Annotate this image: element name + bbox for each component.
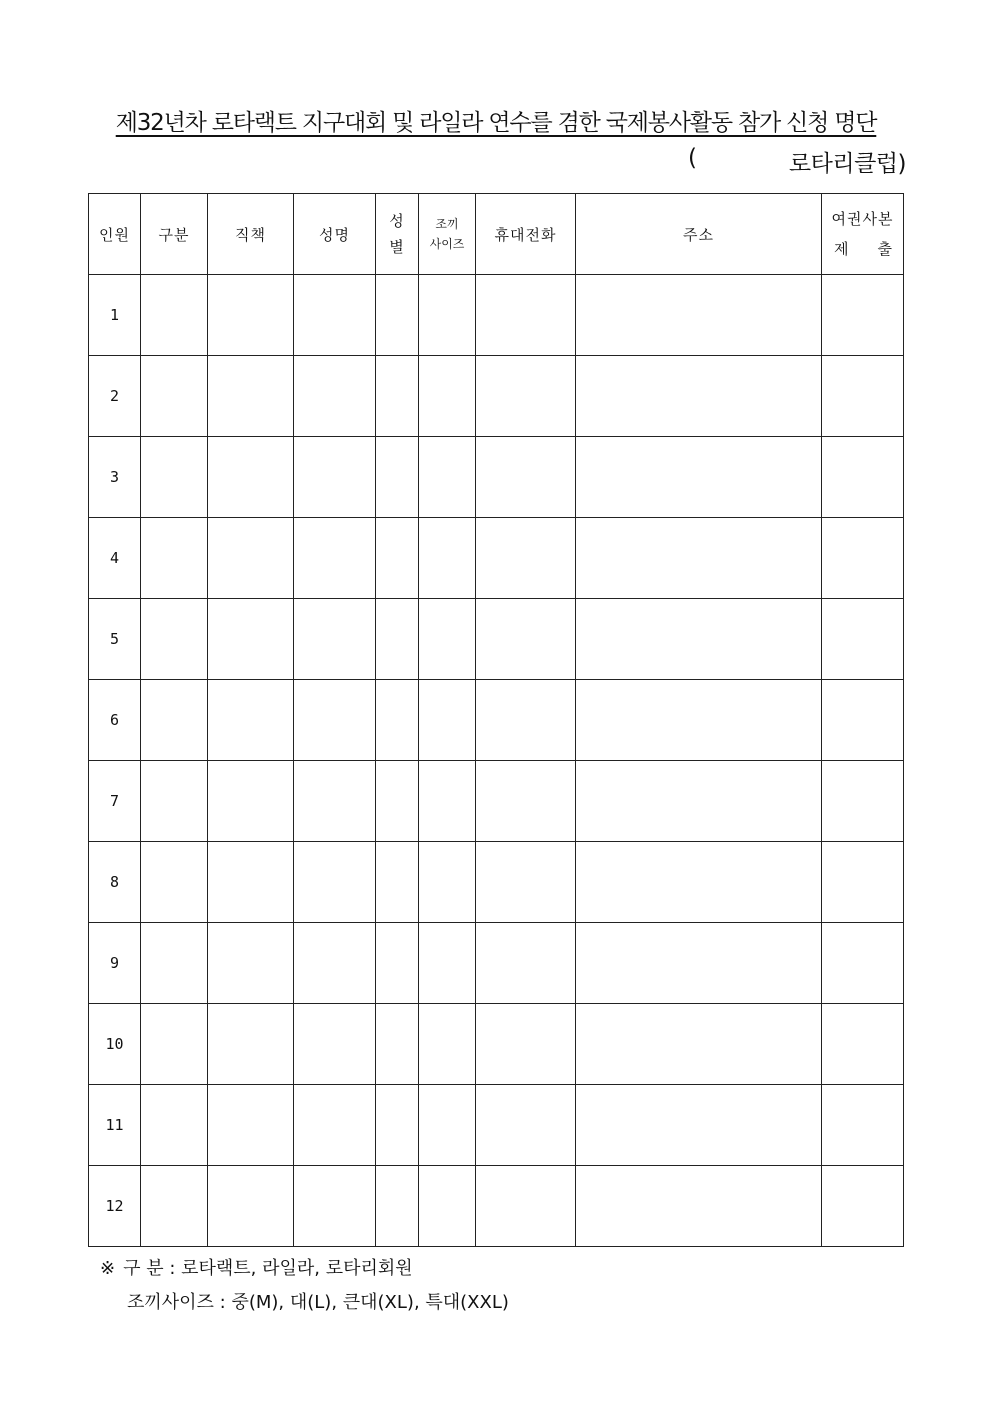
category-cell[interactable] [141,275,208,356]
table-row [89,923,904,1004]
position-cell[interactable] [208,599,294,680]
address-cell[interactable] [576,599,822,680]
category-cell[interactable] [141,1085,208,1166]
table-row [89,437,904,518]
sex-cell[interactable] [376,680,419,761]
vest-size-cell[interactable] [419,761,476,842]
header-member: 인원 [89,194,141,275]
row-number: 3 [89,437,141,518]
table-row [89,518,904,599]
table-row [89,599,904,680]
phone-cell[interactable] [476,1004,576,1085]
passport-cell[interactable] [822,680,904,761]
row-number: 9 [89,923,141,1004]
vest-size-cell[interactable] [419,518,476,599]
category-cell[interactable] [141,1004,208,1085]
passport-cell[interactable] [822,923,904,1004]
address-cell[interactable] [576,923,822,1004]
header-position: 직책 [208,194,294,275]
vest-size-cell[interactable] [419,680,476,761]
name-cell[interactable] [294,680,376,761]
name-cell[interactable] [294,599,376,680]
address-cell[interactable] [576,518,822,599]
row-number: 11 [89,1085,141,1166]
table-body [89,275,904,1247]
table-row [89,1085,904,1166]
position-cell[interactable] [208,1004,294,1085]
participant-table [88,193,904,1247]
address-cell[interactable] [576,1166,822,1247]
name-cell[interactable] [294,275,376,356]
sex-cell[interactable] [376,275,419,356]
row-number: 8 [89,842,141,923]
header-passport-line2a: 제 [834,240,850,258]
address-cell[interactable] [576,1085,822,1166]
club-label: 로타리클럽) [788,151,906,177]
name-cell[interactable] [294,1166,376,1247]
phone-cell[interactable] [476,275,576,356]
phone-cell[interactable] [476,842,576,923]
category-cell[interactable] [141,437,208,518]
position-cell[interactable] [208,1166,294,1247]
address-cell[interactable] [576,680,822,761]
name-cell[interactable] [294,1085,376,1166]
vest-size-cell[interactable] [419,1004,476,1085]
row-number: 1 [89,275,141,356]
passport-cell[interactable] [822,356,904,437]
vest-size-cell[interactable] [419,437,476,518]
category-cell[interactable] [141,680,208,761]
vest-size-cell[interactable] [419,275,476,356]
header-address: 주소 [576,194,822,275]
sex-cell[interactable] [376,356,419,437]
sex-cell[interactable] [376,518,419,599]
category-cell[interactable] [141,599,208,680]
category-cell[interactable] [141,923,208,1004]
header-passport-line2b: 출 [877,240,893,258]
sex-cell[interactable] [376,923,419,1004]
header-vest-line2: 사이즈 [429,237,465,251]
sex-cell[interactable] [376,842,419,923]
row-number: 10 [89,1004,141,1085]
category-cell[interactable] [141,356,208,437]
table-row [89,680,904,761]
passport-cell[interactable] [822,437,904,518]
passport-cell[interactable] [822,1166,904,1247]
phone-cell[interactable] [476,923,576,1004]
name-cell[interactable] [294,356,376,437]
category-cell[interactable] [141,518,208,599]
header-passport-line1: 여권사본 [831,210,894,228]
phone-cell[interactable] [476,761,576,842]
header-passport-line2 [822,234,903,264]
passport-cell[interactable] [822,761,904,842]
sex-cell[interactable] [376,1004,419,1085]
note-line2: 조끼사이즈 : 중(M), 대(L), 큰대(XL), 특대(XXL) [127,1292,509,1313]
header-name: 성명 [294,194,376,275]
header-phone: 휴대전화 [476,194,576,275]
passport-cell[interactable] [822,1004,904,1085]
table-row [89,356,904,437]
name-cell[interactable] [294,437,376,518]
phone-cell[interactable] [476,680,576,761]
position-cell[interactable] [208,518,294,599]
name-cell[interactable] [294,1004,376,1085]
row-number: 4 [89,518,141,599]
position-cell[interactable] [208,761,294,842]
address-cell[interactable] [576,356,822,437]
name-cell[interactable] [294,842,376,923]
passport-cell[interactable] [822,842,904,923]
phone-cell[interactable] [476,518,576,599]
sex-cell[interactable] [376,1166,419,1247]
vest-size-cell[interactable] [419,923,476,1004]
sex-cell[interactable] [376,599,419,680]
club-open-paren: ( [688,145,697,171]
header-vest-size [419,194,476,275]
note-line1 [100,1252,509,1286]
position-cell[interactable] [208,842,294,923]
name-cell[interactable] [294,761,376,842]
position-cell[interactable] [208,437,294,518]
passport-cell[interactable] [822,599,904,680]
row-number: 12 [89,1166,141,1247]
header-sex-line2: 별 [389,238,405,256]
address-cell[interactable] [576,275,822,356]
passport-cell[interactable] [822,1085,904,1166]
vest-size-cell[interactable] [419,1085,476,1166]
title-text: 제32년차 로타랙트 지구대회 및 라일라 연수를 겸한 국제봉사활동 참가 신청 명단 [115,110,877,136]
vest-size-cell[interactable] [419,599,476,680]
page-title [0,104,992,137]
row-number: 5 [89,599,141,680]
table-row [89,1004,904,1085]
name-cell[interactable] [294,518,376,599]
phone-cell[interactable] [476,599,576,680]
header-sex-line1: 성 [389,212,405,230]
sex-cell[interactable] [376,1085,419,1166]
passport-cell[interactable] [822,518,904,599]
row-number: 6 [89,680,141,761]
header-passport [822,194,904,275]
sex-cell[interactable] [376,437,419,518]
position-cell[interactable] [208,1085,294,1166]
position-cell[interactable] [208,680,294,761]
table-row [89,1166,904,1247]
row-number: 2 [89,356,141,437]
notes [100,1252,509,1320]
position-cell[interactable] [208,923,294,1004]
reference-mark: ※ [100,1258,116,1279]
phone-cell[interactable] [476,356,576,437]
name-cell[interactable] [294,923,376,1004]
phone-cell[interactable] [476,1085,576,1166]
header-sex [376,194,419,275]
note-category-text: 구 분 : 로타랙트, 라일라, 로타리회원 [123,1258,413,1279]
category-cell[interactable] [141,842,208,923]
table-header-row [89,194,904,275]
table-row [89,842,904,923]
table-row [89,275,904,356]
address-cell[interactable] [576,842,822,923]
vest-size-cell[interactable] [419,356,476,437]
header-vest-line1: 조끼 [435,217,459,231]
position-cell[interactable] [208,275,294,356]
address-cell[interactable] [576,1004,822,1085]
phone-cell[interactable] [476,437,576,518]
vest-size-cell[interactable] [419,1166,476,1247]
category-cell[interactable] [141,761,208,842]
row-number: 7 [89,761,141,842]
address-cell[interactable] [576,761,822,842]
passport-cell[interactable] [822,275,904,356]
position-cell[interactable] [208,356,294,437]
address-cell[interactable] [576,437,822,518]
sex-cell[interactable] [376,761,419,842]
table-row [89,761,904,842]
header-category: 구분 [141,194,208,275]
category-cell[interactable] [141,1166,208,1247]
phone-cell[interactable] [476,1166,576,1247]
vest-size-cell[interactable] [419,842,476,923]
